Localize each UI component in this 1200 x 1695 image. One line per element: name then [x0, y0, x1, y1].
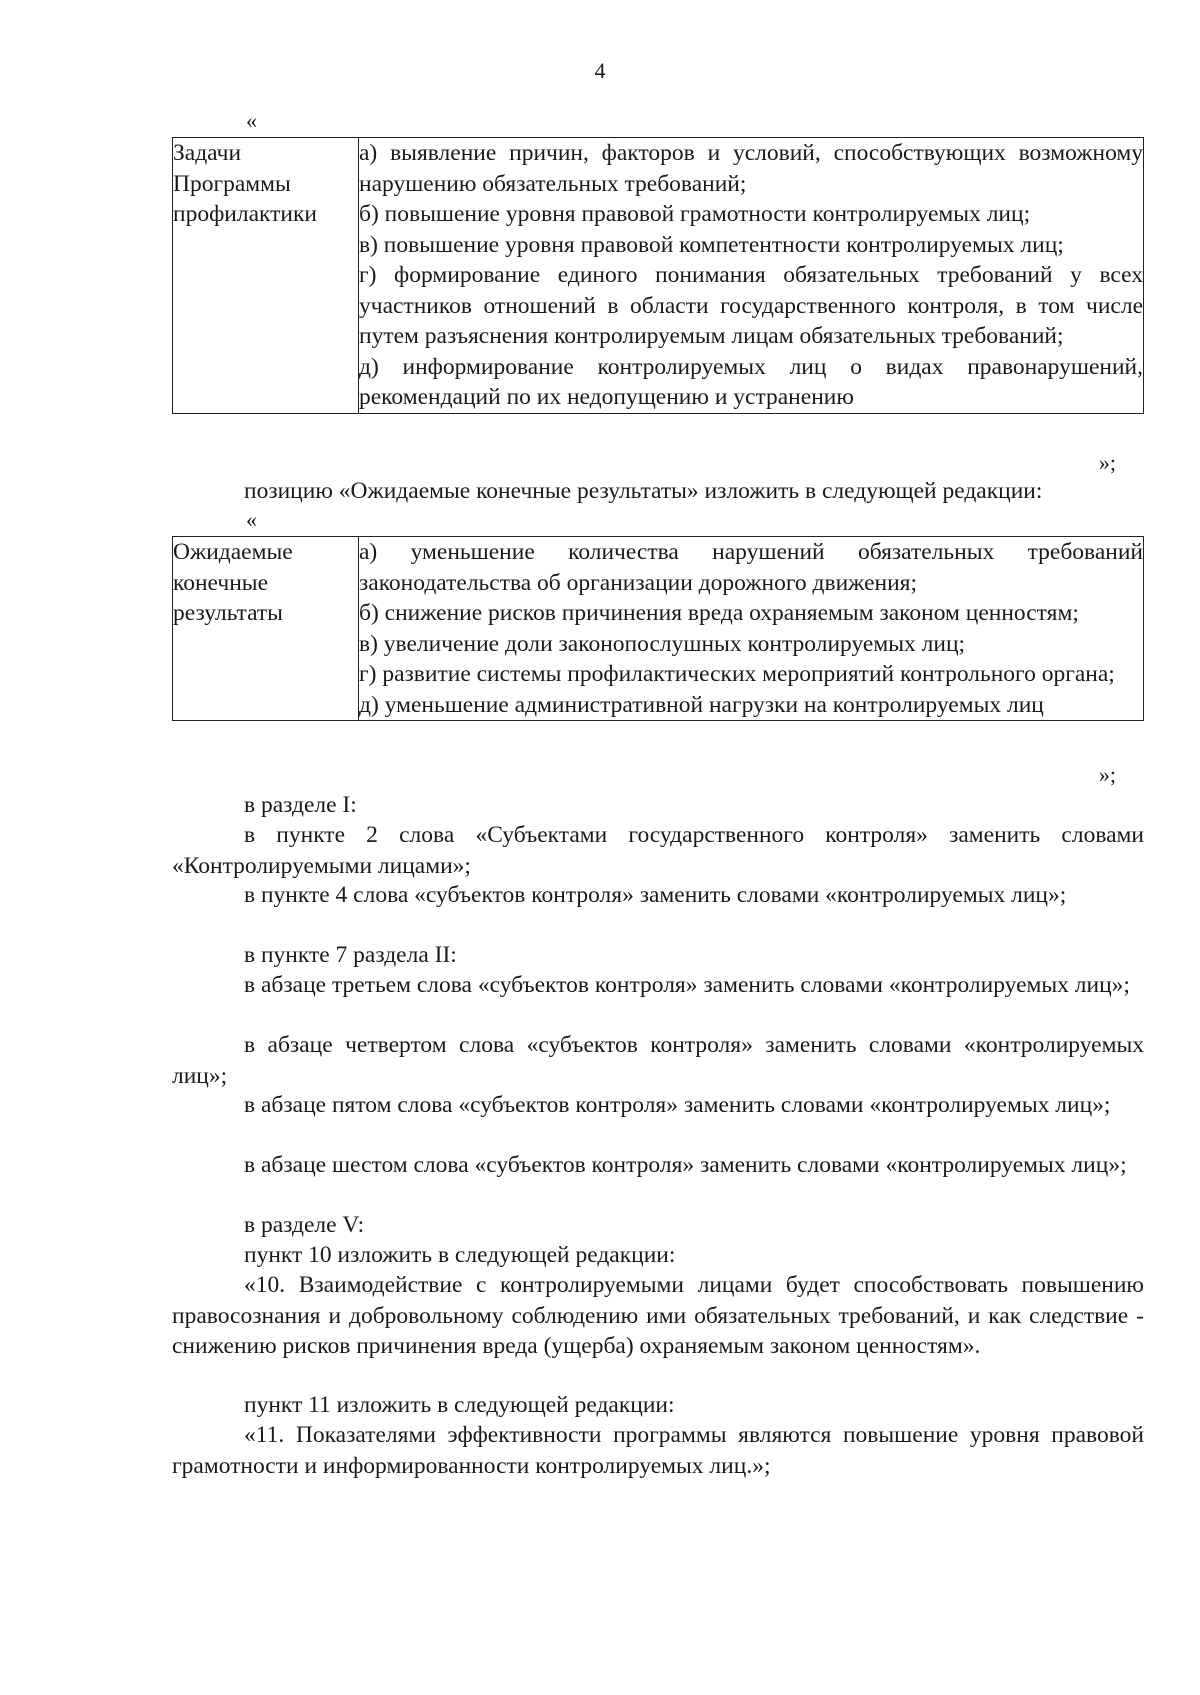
result-item: д) уменьшение административной нагрузки на контролируемых лиц: [359, 691, 1044, 718]
result-item: г) развитие системы профилактических мероприятий контрольного органа;: [359, 661, 1115, 687]
amendment-paragraph: «10. Взаимодействие с контролируемыми лицами будет способствовать повышению правосознания и добровольному соблюдению ими обязательных требований, и как следствие - снижению рисков причинения вреда (ущерба) охраняемым законом ценностям».: [172, 1272, 1144, 1359]
task-item: д) информирование контролируемых лиц о видах правонарушений, рекомендаций по их недопущению и устранению: [359, 353, 1143, 410]
result-item: а) уменьшение количества нарушений обязательных требований законодательства об организации дорожного движения;: [359, 539, 1143, 596]
label-line: Задачи: [173, 140, 242, 166]
program-tasks-content: [359, 138, 1144, 414]
amendment-paragraph: в пункте 7 раздела II:: [244, 942, 457, 968]
closing-quote-1: »;: [1098, 450, 1116, 475]
amendment-paragraph: в абзаце пятом слова «субъектов контроля» заменить словами «контролируемых лиц»;: [244, 1092, 1111, 1118]
expected-results-intro: позицию «Ожидаемые конечные результаты» изложить в следующей редакции:: [244, 478, 1043, 504]
amendment-paragraph: в пункте 4 слова «субъектов контроля» заменить словами «контролируемых лиц»;: [244, 882, 1067, 908]
task-item: г) формирование единого понимания обязательных требований у всех участников отношений в области государственного контроля, в том числе путем разъяснения контролируемым лицам обязательных требований;: [359, 262, 1143, 349]
label-line: Ожидаемые: [173, 539, 293, 565]
closing-quote-2: »;: [1098, 762, 1116, 787]
result-item: в) увеличение доли законопослушных контролируемых лиц;: [359, 630, 966, 657]
task-item: в) повышение уровня правовой компетентности контролируемых лиц;: [359, 231, 1064, 258]
program-tasks-table: [172, 137, 1144, 414]
opening-quote-1: «: [246, 108, 257, 133]
amendment-paragraph: в абзаце четвертом слова «субъектов контроля» заменить словами «контролируемых лиц»;: [172, 1032, 1144, 1089]
label-line: результаты: [173, 600, 283, 626]
amendment-paragraph: пункт 10 изложить в следующей редакции:: [244, 1242, 676, 1268]
label-line: конечные: [173, 569, 269, 596]
opening-quote-2: «: [246, 507, 257, 532]
label-line: профилактики: [173, 201, 317, 227]
expected-results-label: [173, 537, 359, 721]
label-line: Программы: [173, 170, 291, 197]
task-item: а) выявление причин, факторов и условий, способствующих возможному нарушению обязательных требований;: [359, 140, 1143, 197]
amendment-paragraph: в пункте 2 слова «Субъектами государственного контроля» заменить словами «Контролируемыми лицами»;: [172, 822, 1144, 879]
amendment-paragraph: «11. Показателями эффективности программы являются повышение уровня правовой грамотности и информированности контролируемых лиц.»;: [172, 1422, 1144, 1479]
amendment-paragraph: в абзаце третьем слова «субъектов контроля» заменить словами «контролируемых лиц»;: [244, 972, 1130, 998]
expected-results-content: [359, 537, 1144, 721]
amendment-paragraph: пункт 11 изложить в следующей редакции:: [244, 1392, 675, 1418]
amendment-paragraph: в абзаце шестом слова «субъектов контроля» заменить словами «контролируемых лиц»;: [244, 1152, 1127, 1178]
expected-results-table: [172, 536, 1144, 721]
task-item: б) повышение уровня правовой грамотности контролируемых лиц;: [359, 201, 1031, 227]
amendment-paragraph: в разделе V:: [244, 1212, 365, 1238]
program-tasks-label: [173, 138, 359, 414]
page-number: 4: [594, 58, 606, 83]
result-item: б) снижение рисков причинения вреда охраняемым законом ценностям;: [359, 600, 1079, 626]
amendment-paragraph: в разделе I:: [244, 792, 357, 818]
